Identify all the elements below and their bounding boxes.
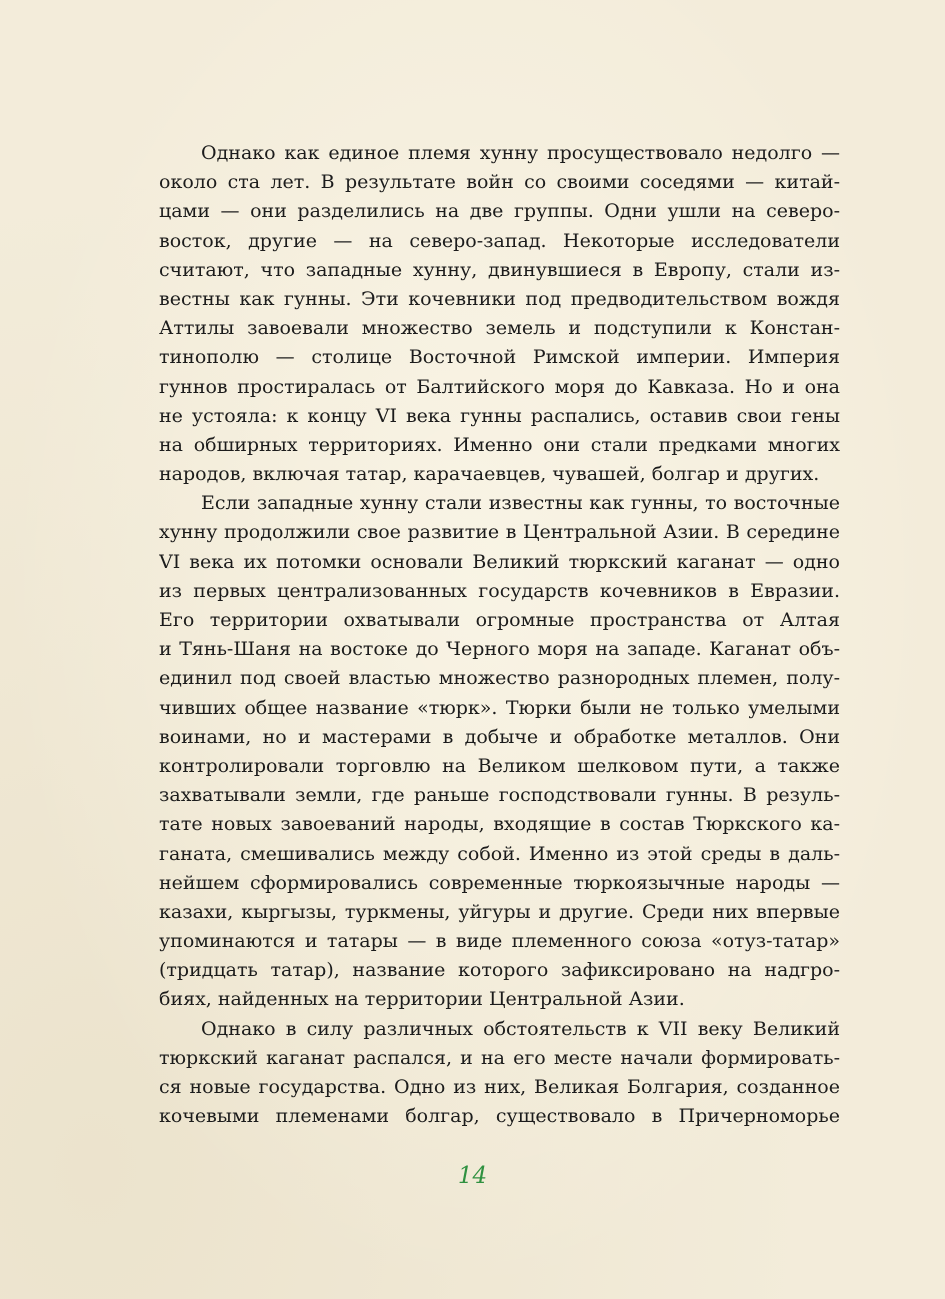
text-line: восток, другие — на северо-запад. Некоторые исследователи — [159, 229, 840, 252]
text-line: VI века их потомки основали Великий тюркский каганат — одно — [159, 550, 840, 573]
page-number: 14 — [457, 1163, 488, 1189]
text-line: Аттилы завоевали множество земель и подступили к Констан- — [159, 317, 840, 340]
text-line: (тридцать татар), название которого зафиксировано на надгро- — [159, 959, 840, 982]
text-line: ся новые государства. Одно из них, Великая Болгария, созданное — [159, 1076, 840, 1098]
text-line: Однако в силу различных обстоятельств к VII веку Великий — [201, 1017, 840, 1040]
body-text — [159, 139, 840, 1131]
text-line: Его территории охватывали огромные пространства от Алтая — [159, 609, 840, 631]
text-line: цами — они разделились на две группы. Одни ушли на северо- — [159, 200, 840, 223]
text-line: единил под своей властью множество разнородных племен, полу- — [159, 667, 840, 690]
text-line: считают, что западные хунну, двинувшиеся в Европу, стали из- — [159, 258, 840, 281]
text-line: из первых централизованных государств кочевников в Евразии. — [159, 579, 840, 602]
text-line: нейшем сформировались современные тюркоязычные народы — — [159, 871, 840, 894]
text-line: упоминаются и татары — в виде племенного союза «отуз-татар» — [159, 930, 840, 953]
text-line: и Тянь-Шаня на востоке до Черного моря на западе. Каганат объ- — [159, 638, 840, 661]
text-line: тюркский каганат распался, и на его месте начали формировать- — [159, 1046, 840, 1069]
text-line: контролировали торговлю на Великом шелковом пути, а также — [159, 754, 840, 777]
text-line: тинополю — столице Восточной Римской империи. Империя — [159, 346, 840, 369]
text-line: не устояла: к концу VI века гунны распались, оставив свои гены — [159, 404, 840, 427]
text-line: захватывали земли, где раньше господствовали гунны. В резуль- — [159, 784, 840, 807]
text-line: гуннов простиралась от Балтийского моря до Кавказа. Но и она — [159, 375, 840, 398]
text-line: народов, включая татар, карачаевцев, чувашей, болгар и других. — [159, 463, 820, 486]
text-line: казахи, кыргызы, туркмены, уйгуры и другие. Среди них впервые — [159, 900, 840, 923]
paragraph — [159, 489, 840, 1014]
text-line: тате новых завоеваний народы, входящие в состав Тюркского ка- — [159, 813, 840, 836]
text-line: Однако как единое племя хунну просуществовало недолго — — [201, 142, 840, 164]
text-line: биях, найденных на территории Центральной Азии. — [159, 988, 685, 1011]
text-line: хунну продолжили свое развитие в Центральной Азии. В середине — [159, 521, 840, 544]
paragraph — [159, 1015, 840, 1132]
text-line: на обширных территориях. Именно они стали предками многих — [159, 433, 840, 456]
text-line: около ста лет. В результате войн со своими соседями — китай- — [159, 171, 840, 194]
paragraph — [159, 139, 840, 489]
text-line: Если западные хунну стали известны как гунны, то восточные — [201, 492, 840, 515]
text-line: чивших общее название «тюрк». Тюрки были не только умелыми — [159, 696, 840, 719]
text-line: кочевыми племенами болгар, существовало в Причерноморье — [159, 1105, 840, 1128]
text-line: ганата, смешивались между собой. Именно из этой среды в даль- — [159, 842, 840, 865]
text-line: воинами, но и мастерами в добыче и обработке металлов. Они — [159, 725, 840, 748]
text-line: вестны как гунны. Эти кочевники под предводительством вождя — [159, 287, 840, 310]
